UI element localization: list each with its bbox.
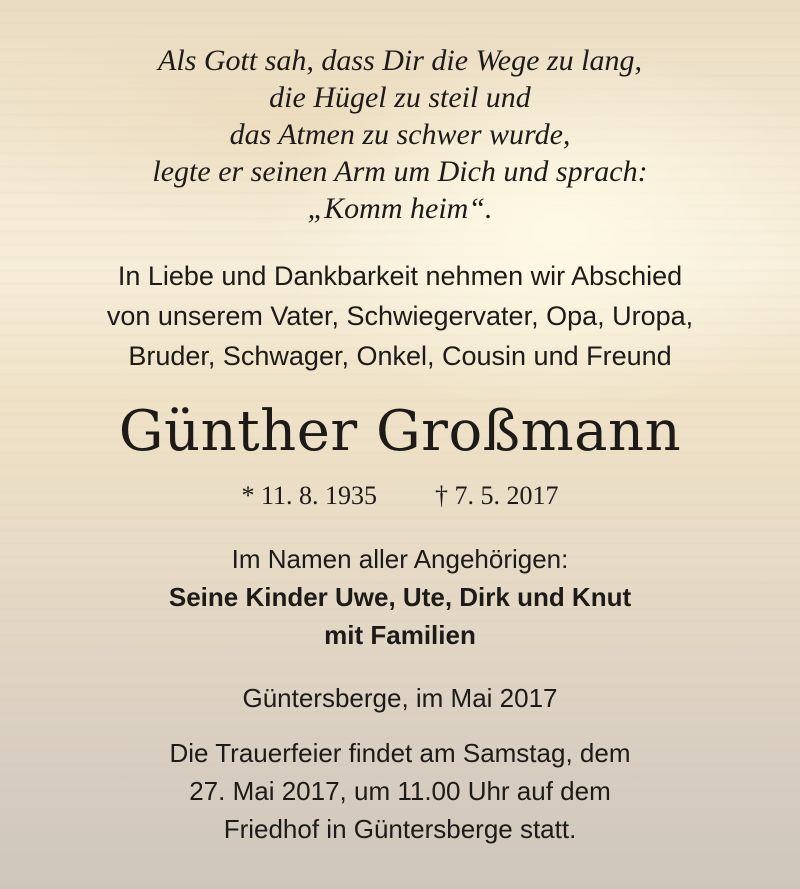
life-dates xyxy=(0,478,800,514)
deceased-name: Günther Großmann xyxy=(118,399,682,464)
service-line: 27. Mai 2017, um 11.00 Uhr auf dem xyxy=(189,776,611,806)
farewell-line: Bruder, Schwager, Onkel, Cousin und Freund xyxy=(128,341,672,371)
poem-line: legte er seinen Arm um Dich und sprach: xyxy=(152,155,648,188)
death-date: † 7. 5. 2017 xyxy=(435,481,559,510)
mourners-children: Seine Kinder Uwe, Ute, Dirk und Knut xyxy=(168,582,632,612)
service-line: Friedhof in Güntersberge statt. xyxy=(223,814,577,844)
mourners-heading: Im Namen aller Angehörigen: xyxy=(231,544,569,574)
poem-line: Als Gott sah, dass Dir die Wege zu lang, xyxy=(158,44,642,77)
poem-line: die Hügel zu steil und xyxy=(269,81,531,114)
mourners xyxy=(0,540,800,654)
birth-date: * 11. 8. 1935 xyxy=(241,481,378,510)
funeral-service-info xyxy=(0,734,800,848)
poem-line: „Komm heim“. xyxy=(307,192,493,225)
farewell-line: von unserem Vater, Schwiegervater, Opa, Uropa, xyxy=(106,301,694,331)
poem xyxy=(0,42,800,227)
place-and-date: Güntersberge, im Mai 2017 xyxy=(242,683,558,713)
mourners-families: mit Familien xyxy=(324,620,476,650)
service-line: Die Trauerfeier findet am Samstag, dem xyxy=(169,738,631,768)
farewell-text xyxy=(0,256,800,376)
farewell-line: In Liebe und Dankbarkeit nehmen wir Abschied xyxy=(117,261,683,291)
poem-line: das Atmen zu schwer wurde, xyxy=(229,118,571,151)
